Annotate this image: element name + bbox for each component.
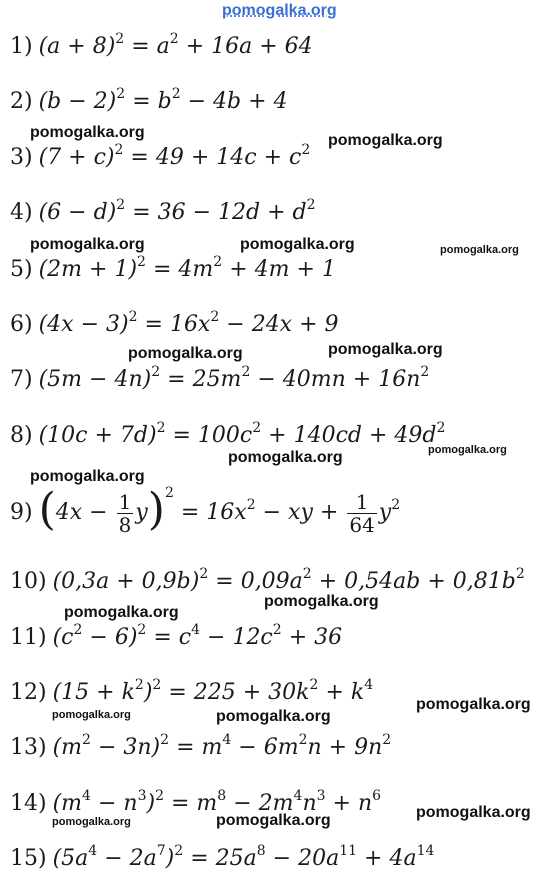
rhs-rest: − 12c: [207, 625, 273, 650]
exponent: 2: [82, 731, 91, 748]
exponent: 2: [272, 621, 282, 638]
rhs: = a: [131, 34, 170, 59]
rhs-rest: + k: [325, 680, 365, 705]
equation-number: 12): [10, 680, 47, 705]
rhs: = 25m: [167, 367, 242, 392]
watermark: pomogalka.org: [52, 709, 131, 721]
equation-12: [10, 676, 374, 706]
watermark: pomogalka.org: [228, 449, 343, 466]
equation-5: [10, 253, 336, 283]
lhs: (6 − d): [38, 200, 117, 225]
exponent: 2: [252, 419, 262, 436]
exponent: 14: [416, 842, 435, 859]
watermark: pomogalka.org: [416, 804, 531, 821]
equation-number: 3): [10, 145, 33, 170]
equation-number: 13): [10, 735, 47, 760]
term: 4x −: [55, 500, 108, 525]
exponent: 2: [151, 363, 161, 380]
lhs: − 6): [89, 625, 138, 650]
watermark: pomogalka.org: [128, 345, 243, 362]
rhs-rest: + 4m + 1: [229, 257, 336, 282]
equation-number: 11): [10, 625, 47, 650]
equation-number: 2): [10, 89, 33, 114]
rhs: = 225 + 30k: [168, 680, 310, 705]
rhs-rest: − 40mn + 16n: [257, 367, 421, 392]
denominator: 8: [118, 512, 132, 537]
rhs-rest: − 2m: [233, 791, 294, 816]
exponent: 2: [171, 85, 181, 102]
equation-7: [10, 363, 430, 393]
exponent: 2: [156, 419, 166, 436]
exponent: 2: [115, 30, 125, 47]
rhs-rest: − 6m: [238, 735, 299, 760]
exponent: 4: [82, 787, 91, 804]
equation-number: 5): [10, 257, 33, 282]
exponent: 2: [160, 731, 170, 748]
lhs: (5a: [52, 846, 89, 871]
exponent: 2: [164, 484, 174, 501]
rhs-rest: n: [302, 791, 317, 816]
rhs: = c: [153, 625, 192, 650]
exponent: 2: [246, 496, 256, 513]
watermark: pomogalka.org: [216, 812, 331, 829]
exponent: 2: [515, 565, 525, 582]
site-watermark-top[interactable]: pomogalka.org: [222, 2, 337, 19]
rhs: = 100c: [172, 423, 253, 448]
rhs: = 36 − 12d + d: [132, 200, 307, 225]
exponent: 2: [152, 676, 162, 693]
exponent: 2: [391, 496, 401, 513]
lhs: (7 + c): [38, 145, 115, 170]
exponent: 2: [420, 363, 430, 380]
equation-15: [10, 842, 435, 872]
rhs: = 16x: [180, 500, 247, 525]
exponent: 4: [88, 842, 98, 859]
term: y: [378, 500, 392, 525]
lhs: (b − 2): [38, 89, 117, 114]
exponent: 2: [298, 731, 308, 748]
lhs: (c: [52, 625, 74, 650]
equation-number: 9): [10, 500, 33, 525]
exponent: 8: [256, 842, 266, 859]
rhs: = 25a: [190, 846, 257, 871]
lhs: (m: [52, 791, 83, 816]
lhs: ): [146, 791, 156, 816]
rhs-rest: + n: [332, 791, 373, 816]
denominator: 64: [349, 512, 375, 537]
exponent: 2: [137, 621, 147, 638]
rhs-rest: + 4a: [364, 846, 417, 871]
exponent: 3: [137, 787, 147, 804]
lhs: (10c + 7d): [38, 423, 157, 448]
lhs: (m: [52, 735, 83, 760]
watermark: pomogalka.org: [30, 124, 145, 141]
lhs: − 2a: [104, 846, 157, 871]
fraction-one-sixtyfourth: [347, 491, 376, 536]
lhs: (2m + 1): [38, 257, 138, 282]
equation-number: 1): [10, 34, 33, 59]
equation-number: 15): [10, 846, 47, 871]
watermark: pomogalka.org: [416, 696, 531, 713]
exponent: 2: [169, 30, 179, 47]
equation-number: 8): [10, 423, 33, 448]
watermark: pomogalka.org: [30, 236, 145, 253]
exponent: 2: [155, 787, 164, 804]
exponent: 2: [306, 196, 316, 213]
watermark: pomogalka.org: [216, 708, 331, 725]
watermark: pomogalka.org: [428, 444, 507, 456]
lhs: − n: [97, 791, 138, 816]
equation-2: [10, 85, 288, 115]
rhs: = 0,09a: [215, 569, 303, 594]
rhs-rest: − 24x + 9: [226, 312, 339, 337]
exponent: 2: [134, 676, 144, 693]
exponent: 2: [137, 253, 146, 270]
equation-3: [10, 141, 311, 171]
lhs: (15 + k: [52, 680, 135, 705]
watermark: pomogalka.org: [240, 236, 355, 253]
exponent: 4: [191, 621, 201, 638]
equation-11: [10, 621, 343, 651]
exponent: 11: [339, 842, 358, 859]
numerator: 1: [347, 491, 376, 514]
exponent: 2: [174, 842, 184, 859]
exponent: 6: [372, 787, 382, 804]
exponent: 2: [241, 363, 251, 380]
exponent: 2: [128, 308, 138, 325]
lhs: ): [165, 846, 175, 871]
rhs: = m: [176, 735, 223, 760]
rhs-rest: + 16a + 64: [185, 34, 313, 59]
watermark: pomogalka.org: [440, 244, 519, 256]
equation-6: [10, 308, 339, 338]
watermark: pomogalka.org: [64, 604, 179, 621]
rhs-rest: + 0,54ab + 0,81b: [318, 569, 516, 594]
equation-number: 7): [10, 367, 33, 392]
exponent: 2: [116, 85, 126, 102]
fraction-one-eighth: [117, 491, 134, 536]
exponent: 4: [222, 731, 232, 748]
equation-9: [10, 484, 401, 538]
watermark: pomogalka.org: [328, 341, 443, 358]
lhs: (5m − 4n): [38, 367, 152, 392]
lhs: (4x − 3): [38, 312, 129, 337]
exponent: 8: [217, 787, 227, 804]
equation-number: 14): [10, 791, 47, 816]
rhs-rest: − 20a: [272, 846, 340, 871]
exponent: 2: [210, 308, 220, 325]
watermark: pomogalka.org: [52, 816, 131, 828]
rhs: = b: [132, 89, 172, 114]
exponent: 2: [382, 731, 392, 748]
rhs: = 49 + 14c + c: [130, 145, 302, 170]
equation-1: [10, 30, 313, 60]
exponent: 7: [156, 842, 166, 859]
rhs: = 4m: [152, 257, 214, 282]
equation-13: [10, 731, 392, 761]
rhs-rest: − xy +: [262, 500, 339, 525]
rhs-rest: − 4b + 4: [187, 89, 288, 114]
lhs: ): [143, 680, 153, 705]
rhs: = m: [171, 791, 218, 816]
exponent: 2: [199, 565, 209, 582]
lhs: − 3n): [97, 735, 161, 760]
exponent: 2: [114, 141, 124, 158]
watermark: pomogalka.org: [328, 132, 443, 149]
exponent: 2: [116, 196, 126, 213]
equation-number: 4): [10, 200, 33, 225]
exponent: 2: [301, 141, 311, 158]
exponent: 3: [316, 787, 326, 804]
exponent: 2: [73, 621, 83, 638]
exponent: 2: [302, 565, 312, 582]
equation-10: [10, 565, 525, 595]
exponent: 2: [436, 419, 446, 436]
rhs-rest: + 140cd + 49d: [268, 423, 437, 448]
equation-8: [10, 419, 446, 449]
left-paren: (: [38, 484, 56, 535]
rhs: = 16x: [144, 312, 211, 337]
term: y: [135, 500, 148, 525]
exponent: 2: [213, 253, 223, 270]
equation-4: [10, 196, 316, 226]
exponent: 2: [309, 676, 319, 693]
equation-number: 6): [10, 312, 33, 337]
watermark: pomogalka.org: [264, 593, 379, 610]
equation-number: 10): [10, 569, 47, 594]
numerator: 1: [118, 489, 132, 514]
rhs-rest: + 36: [288, 625, 343, 650]
lhs: (a + 8): [38, 34, 116, 59]
exponent: 4: [364, 676, 374, 693]
watermark: pomogalka.org: [30, 468, 145, 485]
rhs-rest: n + 9n: [307, 735, 383, 760]
right-paren: ): [147, 484, 165, 535]
lhs: (0,3a + 0,9b): [52, 569, 200, 594]
exponent: 4: [293, 787, 303, 804]
